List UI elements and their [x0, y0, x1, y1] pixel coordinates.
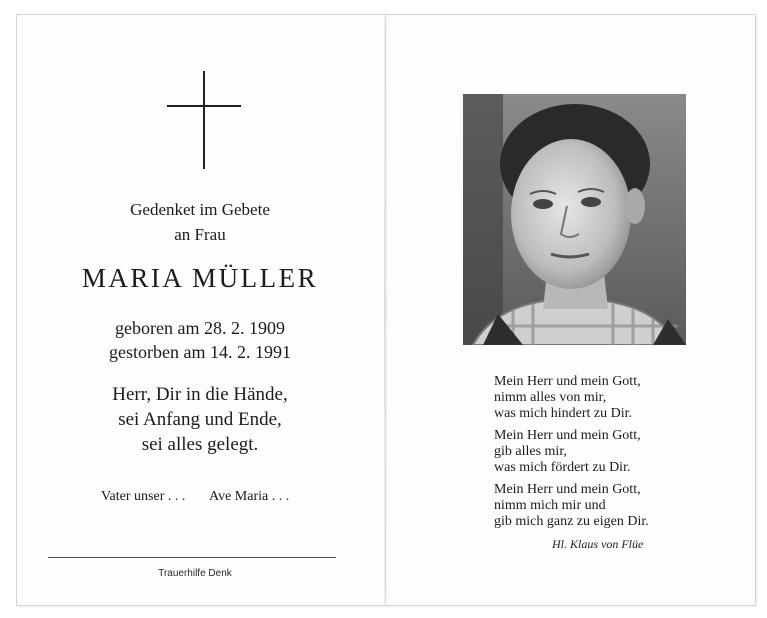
poem-stanza-3	[494, 482, 649, 530]
prayer-vater-unser: Vater unser . . .	[101, 489, 186, 504]
poem-line: gib alles mir,	[494, 444, 567, 459]
birth-date: geboren am 28. 2. 1909	[115, 318, 285, 338]
death-date: gestorben am 14. 2. 1991	[109, 342, 291, 362]
poem-line: gib mich ganz zu eigen Dir.	[494, 514, 649, 529]
prayer-ave-maria: Ave Maria . . .	[209, 489, 290, 504]
poem-line: Mein Herr und mein Gott,	[494, 482, 641, 497]
poem-line: Mein Herr und mein Gott,	[494, 374, 641, 389]
verse-line-1: Herr, Dir in die Hände,	[112, 384, 288, 405]
poem-stanza-2	[494, 428, 641, 476]
poem-attribution: Hl. Klaus von Flüe	[552, 537, 644, 551]
card-fold	[384, 14, 385, 604]
poem-stanza-1	[494, 374, 641, 422]
intro-line-2: an Frau	[174, 225, 226, 244]
intro-line-1: Gedenket im Gebete	[130, 200, 270, 219]
verse-line-3: sei alles gelegt.	[141, 434, 259, 455]
portrait-photo	[463, 94, 686, 345]
poem-line: Mein Herr und mein Gott,	[494, 428, 641, 443]
poem-line: nimm mich mir und	[494, 498, 606, 513]
verse-line-2: sei Anfang und Ende,	[118, 409, 282, 430]
cross-icon	[167, 71, 241, 169]
footer-rule	[48, 557, 336, 558]
deceased-name: MARIA MÜLLER	[81, 263, 319, 293]
poem-line: was mich fördert zu Dir.	[494, 460, 631, 475]
poem-line: was mich hindert zu Dir.	[494, 406, 633, 421]
poem-line: nimm alles von mir,	[494, 390, 607, 405]
publisher-footer: Trauerhilfe Denk	[158, 568, 232, 579]
